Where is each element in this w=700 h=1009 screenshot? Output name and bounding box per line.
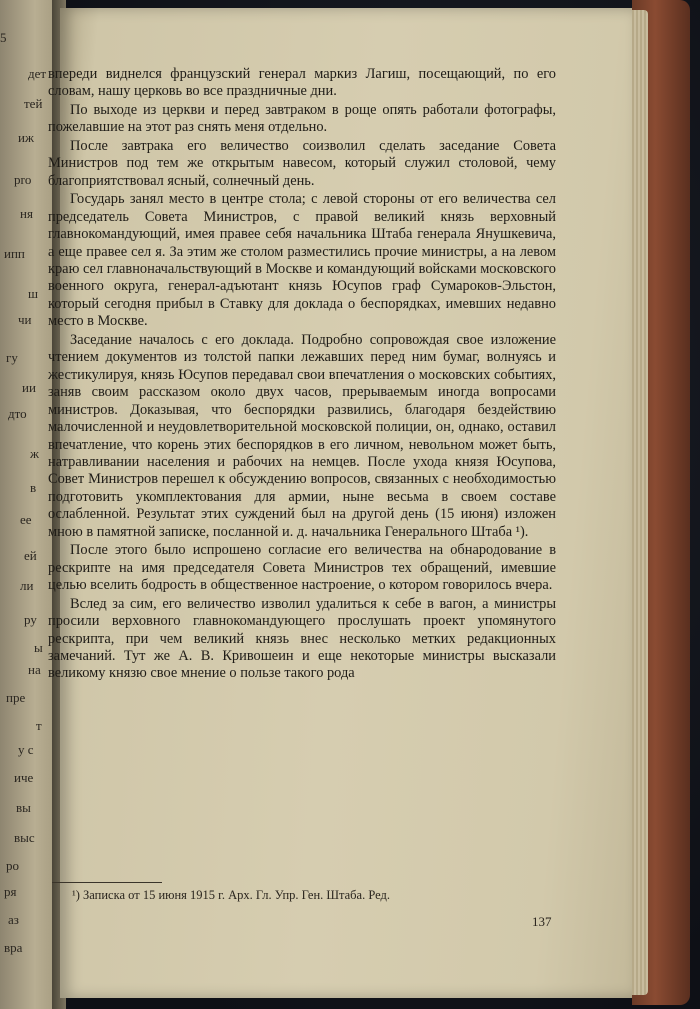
left-fragment: дет [28,66,47,81]
left-fragment: чи [18,312,32,327]
left-fragment: 5 [0,30,7,45]
left-fragment: ш [28,286,39,301]
footnote: ¹) Записка от 15 июня 1915 г. Арх. Гл. Упр. Ген. Штаба. Ред. [72,888,390,902]
paragraph: По выходе из церкви и перед завтраком в роще опять работали фотографы, пожелавшие на этот раз снять меня отдельно. [48,101,556,136]
left-fragment: ли [20,578,34,593]
left-fragment: pro [14,172,32,187]
left-fragment: ей [24,548,37,563]
paragraph: впереди виднелся французский генерал маркиз Лагиш, посещающий, по его словам, нашу церковь во все праздничные дни. [48,66,556,100]
left-fragment: иче [14,770,34,785]
left-fragment: ж [30,446,39,461]
left-fragment: выс [14,830,35,845]
left-fragment: ии [22,380,36,395]
left-fragment: тей [24,96,43,111]
paragraph: Вслед за сим, его величество изволил удалиться к себе в вагон, а министры просили верховного главнокомандующего прослушать проект упомянутого рескрипта, при чем великий князь внес несколько метких редакционных замечаний. Тут же А. В. Кривошеин и еще некоторые министры высказали великому князю свое мнение о пользе такого рода [48,595,556,682]
page-number: 137 [532,914,552,929]
left-fragment: вра [4,940,23,955]
left-fragment: аз [8,912,19,927]
left-fragment: пре [6,690,26,705]
left-fragment: т [36,718,42,733]
left-fragment: ы [34,640,43,655]
left-fragment: гу [6,350,18,365]
left-fragment: на [28,662,41,677]
paragraph: После этого было испрошено согласие его величества на обнародование в рескрипте на имя председателя Совета Министров тех обращений, имевшие целью вселить бодрость в общественное настроение, о котором говорилось вчера. [48,542,556,594]
left-fragment: у с [18,742,34,757]
left-fragment: в [30,480,37,495]
left-fragment: ря [4,884,17,899]
page-body [48,66,556,684]
footnote-rule [52,882,162,883]
paragraph: Заседание началось с его доклада. Подробно сопровождая свое изложение чтением документов из толстой папки лежавших перед ним бумаг, волнуясь и жестикулируя, князь Юсупов передавал свои впечатления о московских событиях, заняв своим рассказом около двух часов, прерываемым иногда вопросами министров. Доказывая, что беспорядки развились, благодаря бездействию малочисленной и неудовлетворительной московской полиции, он, однако, оставил впечатление, что корень этих беспорядков в его личном, невольном может быть, натравливании населения и рабочих на немцев. После ухода князя Юсупова, Совет Министров перешел к обсуждению вопросов, связанных с необходимостью подготовить укомплектования для армии, ныне весьма в своем составе ослабленной. Результат этих суждений был на другой день (15 июня) изложен мною в памятной записке, посланной и. д. начальника Генерального Штаба ¹). [48,331,556,540]
left-fragment: ипп [4,246,25,261]
paragraph: После завтрака его величество соизволил сделать заседание Совета Министров под тем же открытым навесом, который служил столовой, чему благоприятствовал ясный, солнечный день. [48,137,556,189]
left-fragment: вы [16,800,31,815]
paragraph: Государь занял место в центре стола; с левой стороны от его величества сел председатель Совета Министров, с правой великий князь верховный главнокомандующий, имея правее себя начальника Штаба генерала Янушкевича, а еще правее сел я. За этим же столом разместились прочие министры, а на левом краю сел главноначальствующий в Москве и командующий войсками московского военного округа, генерал-адъютант князь Юсупов граф Сумароков-Эльстон, который сегодня прибыл в Ставку для доклада о беспорядках, имевших недавно место в Москве. [48,191,556,330]
left-fragment: ее [20,512,32,527]
left-fragment: ня [20,206,33,221]
left-fragment: ро [6,858,19,873]
left-fragment: ру [24,612,37,627]
left-fragment: дто [8,406,27,421]
left-fragment: иж [18,130,34,145]
